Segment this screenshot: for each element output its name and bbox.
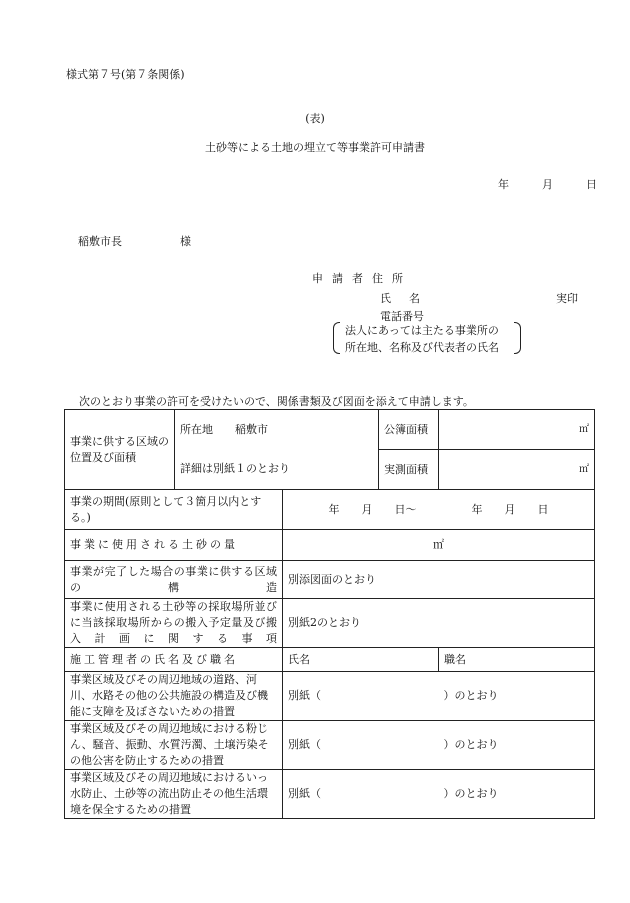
actual-area-value[interactable] [439,450,595,490]
period-label: 事業の期間(原則として３箇月以内とする。) [65,490,283,530]
corporate-note [333,320,521,354]
applicant-tel-label: 電話番号 [380,310,424,323]
applicant-name-label [380,290,438,306]
addressee [78,233,191,249]
volume-unit: ㎡ [433,538,444,551]
volume-value[interactable] [283,530,595,561]
side-label: (表) [305,112,325,125]
location-detail: 詳細は別紙１のとおり [175,450,379,490]
intro-text: 次のとおり事業の許可を受けたいので、関係書類及び図面を添えて申請します。 [79,395,474,408]
date-day: 日 [586,178,597,191]
seal-label: 実印 [556,292,578,305]
area-unit: ㎡ [579,423,589,435]
measure1-label: 事業区域及びその周辺地域の道路、河川、水路その他の公共施設の構造及び機能に支障を及ぼさないための措置 [65,672,283,721]
manager-title[interactable]: 職名 [439,648,595,672]
date-line [498,176,597,192]
corporate-note-line2: 所在地、名称及び代表者の氏名 [345,341,499,354]
period-value[interactable]: 年 月 日～ 年 月 日 [283,490,595,530]
table-row [65,561,595,599]
measure3-suffix: ）のとおり [439,770,595,819]
manager-label: 施工管理者の氏名及び職名 [65,648,283,672]
table-row [65,648,595,672]
structure-value[interactable]: 別添図面のとおり [283,561,595,599]
source-value[interactable]: 別紙2のとおり [283,599,595,648]
applicant-address-label: 申請者住所 [312,272,412,285]
measure3-prefix[interactable]: 別紙（ [283,770,439,819]
location-city: 所在地 稲敷市 [175,410,379,450]
actual-area-label: 実測面積 [379,450,439,490]
table-row [65,490,595,530]
manager-name[interactable]: 氏名 [283,648,439,672]
source-label: 事業に使用される土砂等の採取場所並びに当該採取場所からの搬入予定量及び搬入計画に関する事項 [65,599,283,648]
registry-area-label: 公簿面積 [379,410,439,450]
measure2-prefix[interactable]: 別紙（ [283,721,439,770]
measure3-label: 事業区域及びその周辺地域におけるいっ水防止、土砂等の流出防止その他生活環境を保全するための措置 [65,770,283,819]
form-number: 様式第７号(第７条関係) [66,68,185,81]
table-row [65,530,595,561]
area-unit: ㎡ [579,463,589,475]
application-table [64,409,595,819]
location-label: 事業に供する区域の位置及び面積 [65,410,175,490]
measure1-suffix: ）のとおり [439,672,595,721]
table-row [65,770,595,819]
date-month: 月 [542,178,553,191]
corporate-note-line1: 法人にあっては主たる事業所の [345,324,499,337]
date-year: 年 [498,178,509,191]
addressee-name: 稲敷市長 [78,235,122,248]
table-row [65,599,595,648]
table-row [65,721,595,770]
registry-area-value[interactable] [439,410,595,450]
measure2-suffix: ）のとおり [439,721,595,770]
table-row [65,672,595,721]
measure1-prefix[interactable]: 別紙（ [283,672,439,721]
measure2-label: 事業区域及びその周辺地域における粉じん、騒音、振動、水質汚濁、土壌汚染その他公害を防止するための措置 [65,721,283,770]
name-label-text: 氏名 [380,292,438,305]
structure-label: 事業が完了した場合の事業に供する区域の構造 [65,561,283,599]
bracket-left [333,322,340,354]
addressee-honorific: 様 [180,235,191,248]
document-title: 土砂等による土地の埋立て等事業許可申請書 [205,141,425,154]
bracket-right [514,322,521,354]
table-row [65,410,595,450]
volume-label: 事業に使用される土砂の量 [65,530,283,561]
